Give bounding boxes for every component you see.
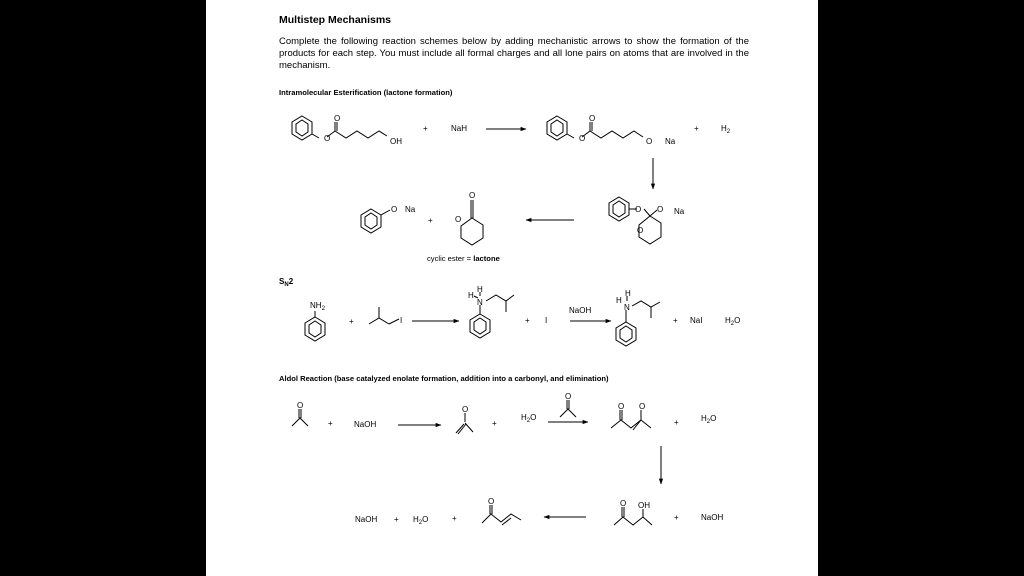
sodium-iodide-label: NaI [690,316,703,325]
aldol-plus-6: + [452,514,457,523]
sodium-hydride-label: NaH [451,124,468,133]
enolate-oxygen: O [462,405,469,414]
phenoxide-structure [361,209,390,233]
acetone-structure [292,409,308,426]
sodium-label-1: Na [665,137,676,146]
aniline-structure [305,311,325,341]
alkoxide-carbonyl-oxygen: O [589,114,596,123]
adduct-alkoxide-oxygen: O [639,402,646,411]
sn2-product-structure [616,296,660,346]
product-h-top: H [625,289,631,298]
aldol-naoh-2: NaOH [701,513,724,522]
aldol-plus-5: + [394,515,399,524]
sodium-label-2: Na [674,207,685,216]
aldol-water-3: $H_2O$ [413,515,429,526]
product-h-left: H [616,296,622,305]
lactone-plus-1: + [423,124,428,133]
product-n-label: N [624,303,630,312]
hydrogen-gas-label: $H_2$ [721,124,731,135]
instructions-paragraph: Complete the following reaction schemes below by adding mechanistic arrows to show the formation of the products for each step. You must include all formal charges and all lone pairs on atoms that are involved in the mechanism. [279,36,749,71]
lactone-carbonyl-oxygen: O [469,191,476,200]
reaction-schemes [206,0,818,576]
intermediate-h-top: H [477,285,483,294]
intermediate-h-left: H [468,291,474,300]
sn2-plus-3: + [673,316,678,325]
aldol-heading: Aldol Reaction (base catalyzed enolate formation, addition into a carbonyl, and elimination) [279,374,609,383]
intermediate-n-label: N [477,298,483,307]
iodine-label: I [400,316,403,325]
phenoxide-oxygen-label: O [391,205,398,214]
hydroxyl-label: OH [390,137,402,146]
acetone-2-oxygen: O [565,392,572,401]
sodium-label-3: Na [405,205,416,214]
aldol-plus-4: + [674,513,679,522]
lactone-caption: cyclic ester = lactone [427,254,500,263]
enolate-structure [456,413,473,434]
sn2-plus-1: + [349,317,354,326]
aldol-product-hydroxyl: OH [638,501,650,510]
aldol-plus-1: + [328,419,333,428]
lactone-ring-oxygen: O [455,215,462,224]
carbonyl-oxygen-label: O [334,114,341,123]
aldol-naoh-1: NaOH [354,420,377,429]
iodide-label: I [545,316,548,325]
lactone-plus-3: + [428,216,433,225]
tetrahedral-ether-oxygen: O [635,205,642,214]
sn2-water-label: $H_2O$ [725,316,741,327]
ring-oxygen-label: O [637,226,644,235]
enone-structure [482,505,521,525]
alkoxide-oxygen-label: O [646,137,653,146]
lactone-product-structure [461,200,483,245]
lactone-plus-2: + [694,124,699,133]
adduct-carbonyl-oxygen: O [618,402,625,411]
lactone-heading: Intramolecular Esterification (lactone formation) [279,88,453,97]
aldol-plus-3: + [674,418,679,427]
enone-oxygen: O [488,497,495,506]
sn2-heading: $S_N2$ [279,277,294,288]
page-title: Multistep Mechanisms [279,14,392,26]
tetrahedral-oxide-label: O [657,205,664,214]
aldol-naoh-3: NaOH [355,515,378,524]
amine-label: $NH_2$ [310,301,325,312]
isobutyl-iodide-structure [369,307,399,324]
aldol-plus-2: + [492,419,497,428]
acetone-oxygen: O [297,401,304,410]
aldol-product-carbonyl-oxygen: O [620,499,627,508]
alkoxide-ester-oxygen: O [579,134,586,143]
ester-oxygen-label: O [324,134,331,143]
document-page [206,0,818,576]
aldol-water-1: $H_2O$ [521,413,537,424]
sn2-naoh-label: NaOH [569,306,592,315]
acetone-structure-2 [560,400,576,417]
alkoxide-adduct-structure [611,410,651,430]
sn2-plus-2: + [525,316,530,325]
aldol-water-2: $H_2O$ [701,414,717,425]
